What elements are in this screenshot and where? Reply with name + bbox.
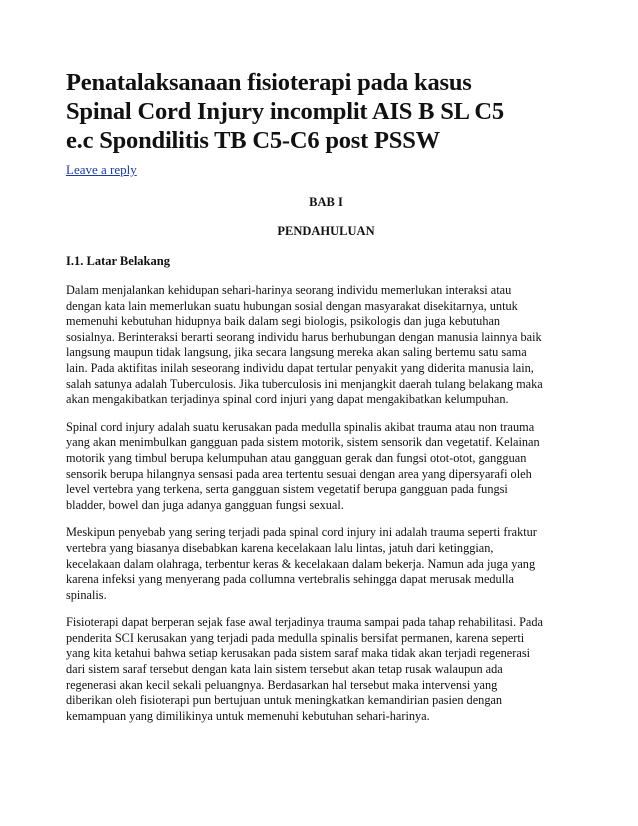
paragraph-line: regenerasi akan kecil sekali peluangnya. Berdasarkan hal tersebut maka intervensi yang [66,677,498,692]
paragraph-line: diberikan oleh fisioterapi pun bertujuan untuk meningkatkan kemandirian pasien dengan [66,693,503,708]
paragraph-line: lain. Pada aktifitas inilah seseorang individu dapat tertular penyakit yang diderita manusia lain, [66,360,534,375]
paragraph-line: bladder, bowel dan juga adanya gangguan fungsi sexual. [66,497,344,512]
paragraph-line: Dalam menjalankan kehidupan sehari-harinya seorang individu memerlukan interaksi atau [66,283,512,297]
paragraph-line: memenuhi kebutuhan hidupnya baik dalam segi biologis, psikologis dan juga kebutuhan [66,314,501,329]
article-title [66,68,566,155]
paragraph-line: sosialnya. Berinteraksi berarti seorang individu harus berhubungan dengan manusia lainnya baik [66,329,542,344]
paragraph-line: vertebra yang biasanya disebabkan karena kecelakaan lalu lintas, jatuh dari ketinggian, [66,540,494,555]
paragraph-line: akan mengakibatkan terjadinya spinal cord injuri yang dapat mengakibatkan kelumpuhan. [66,392,509,407]
paragraph-line: dari sistem saraf tersebut dengan kata lain sistem tersebut akan tetap rusak walaupun ada [66,662,503,677]
paragraph-2 [66,420,566,514]
paragraph-line: Meskipun penyebab yang sering terjadi pada spinal cord injury ini adalah trauma seperti fraktur [66,525,537,540]
chapter-number: BAB I [309,195,343,209]
paragraph-line: kemampuan yang dimilikinya untuk memenuhi kebutuhan sehari-harinya. [66,708,430,723]
paragraph-1 [66,283,566,408]
paragraph-line: sensorik berupa hilangnya sensasi pada area tertentu sesuai dengan area yang dipersyarafi oleh [66,466,532,481]
paragraph-line: kecelakaan dalam olahraga, terbentur keras & kecelakaan dalam bekerja. Namun ada juga yang [66,556,536,571]
leave-reply-link[interactable]: Leave a reply [66,162,137,177]
paragraph-line: yang akan menimbulkan gangguan pada sistem motorik, sistem sensorik dan vegetatif. Kelainan [66,435,540,450]
paragraph-line: dengan kata lain memerlukan suatu hubungan sosial dengan masyarakat disekitarnya, untuk [66,298,518,313]
paragraph-line: level vertebra yang terkena, serta gangguan sistem vegetatif berupa gangguan pada fungsi [66,482,508,497]
chapter-title: PENDAHULUAN [277,224,375,238]
paragraph-line: motorik yang timbul berupa kelumpuhan atau gangguan gerak dan fungsi otot-otot, gangguan [66,450,527,465]
paragraph-line: penderita SCI kerusakan yang terjadi pada medulla spinalis bersifat permanen, karena seperti [66,630,525,645]
paragraph-line: langsung maupun tidak langsung, jika secara langsung mereka akan saling bertemu satu sama [66,345,527,360]
paragraph-4 [66,615,566,724]
section-heading: I.1. Latar Belakang [66,254,170,268]
document-page [66,68,566,724]
title-line: Spinal Cord Injury incomplit AIS B SL C5 [66,98,504,125]
paragraph-line: Fisioterapi dapat berperan sejak fase awal terjadinya trauma sampai pada tahap rehabilitasi. Pada [66,615,543,630]
paragraph-line: salah satunya adalah Tuberculosis. Jika tuberculosis ini menjangkit daerah tulang belakang maka [66,376,543,391]
paragraph-3 [66,525,566,603]
paragraph-line: Spinal cord injury adalah suatu kerusakan pada medulla spinalis akibat trauma atau non trauma [66,419,535,434]
paragraph-line: karena infeksi yang menyerang pada collumna vertebralis sehingga dapat merusak medulla [66,572,514,587]
title-line: e.c Spondilitis TB C5-C6 post PSSW [66,127,440,154]
title-line: Penatalaksanaan fisioterapi pada kasus [66,69,472,96]
paragraph-line: spinalis. [66,587,107,602]
paragraph-line: yang kita ketahui bahwa setiap kerusakan pada sistem saraf maka tidak akan terjadi regenerasi [66,646,531,661]
